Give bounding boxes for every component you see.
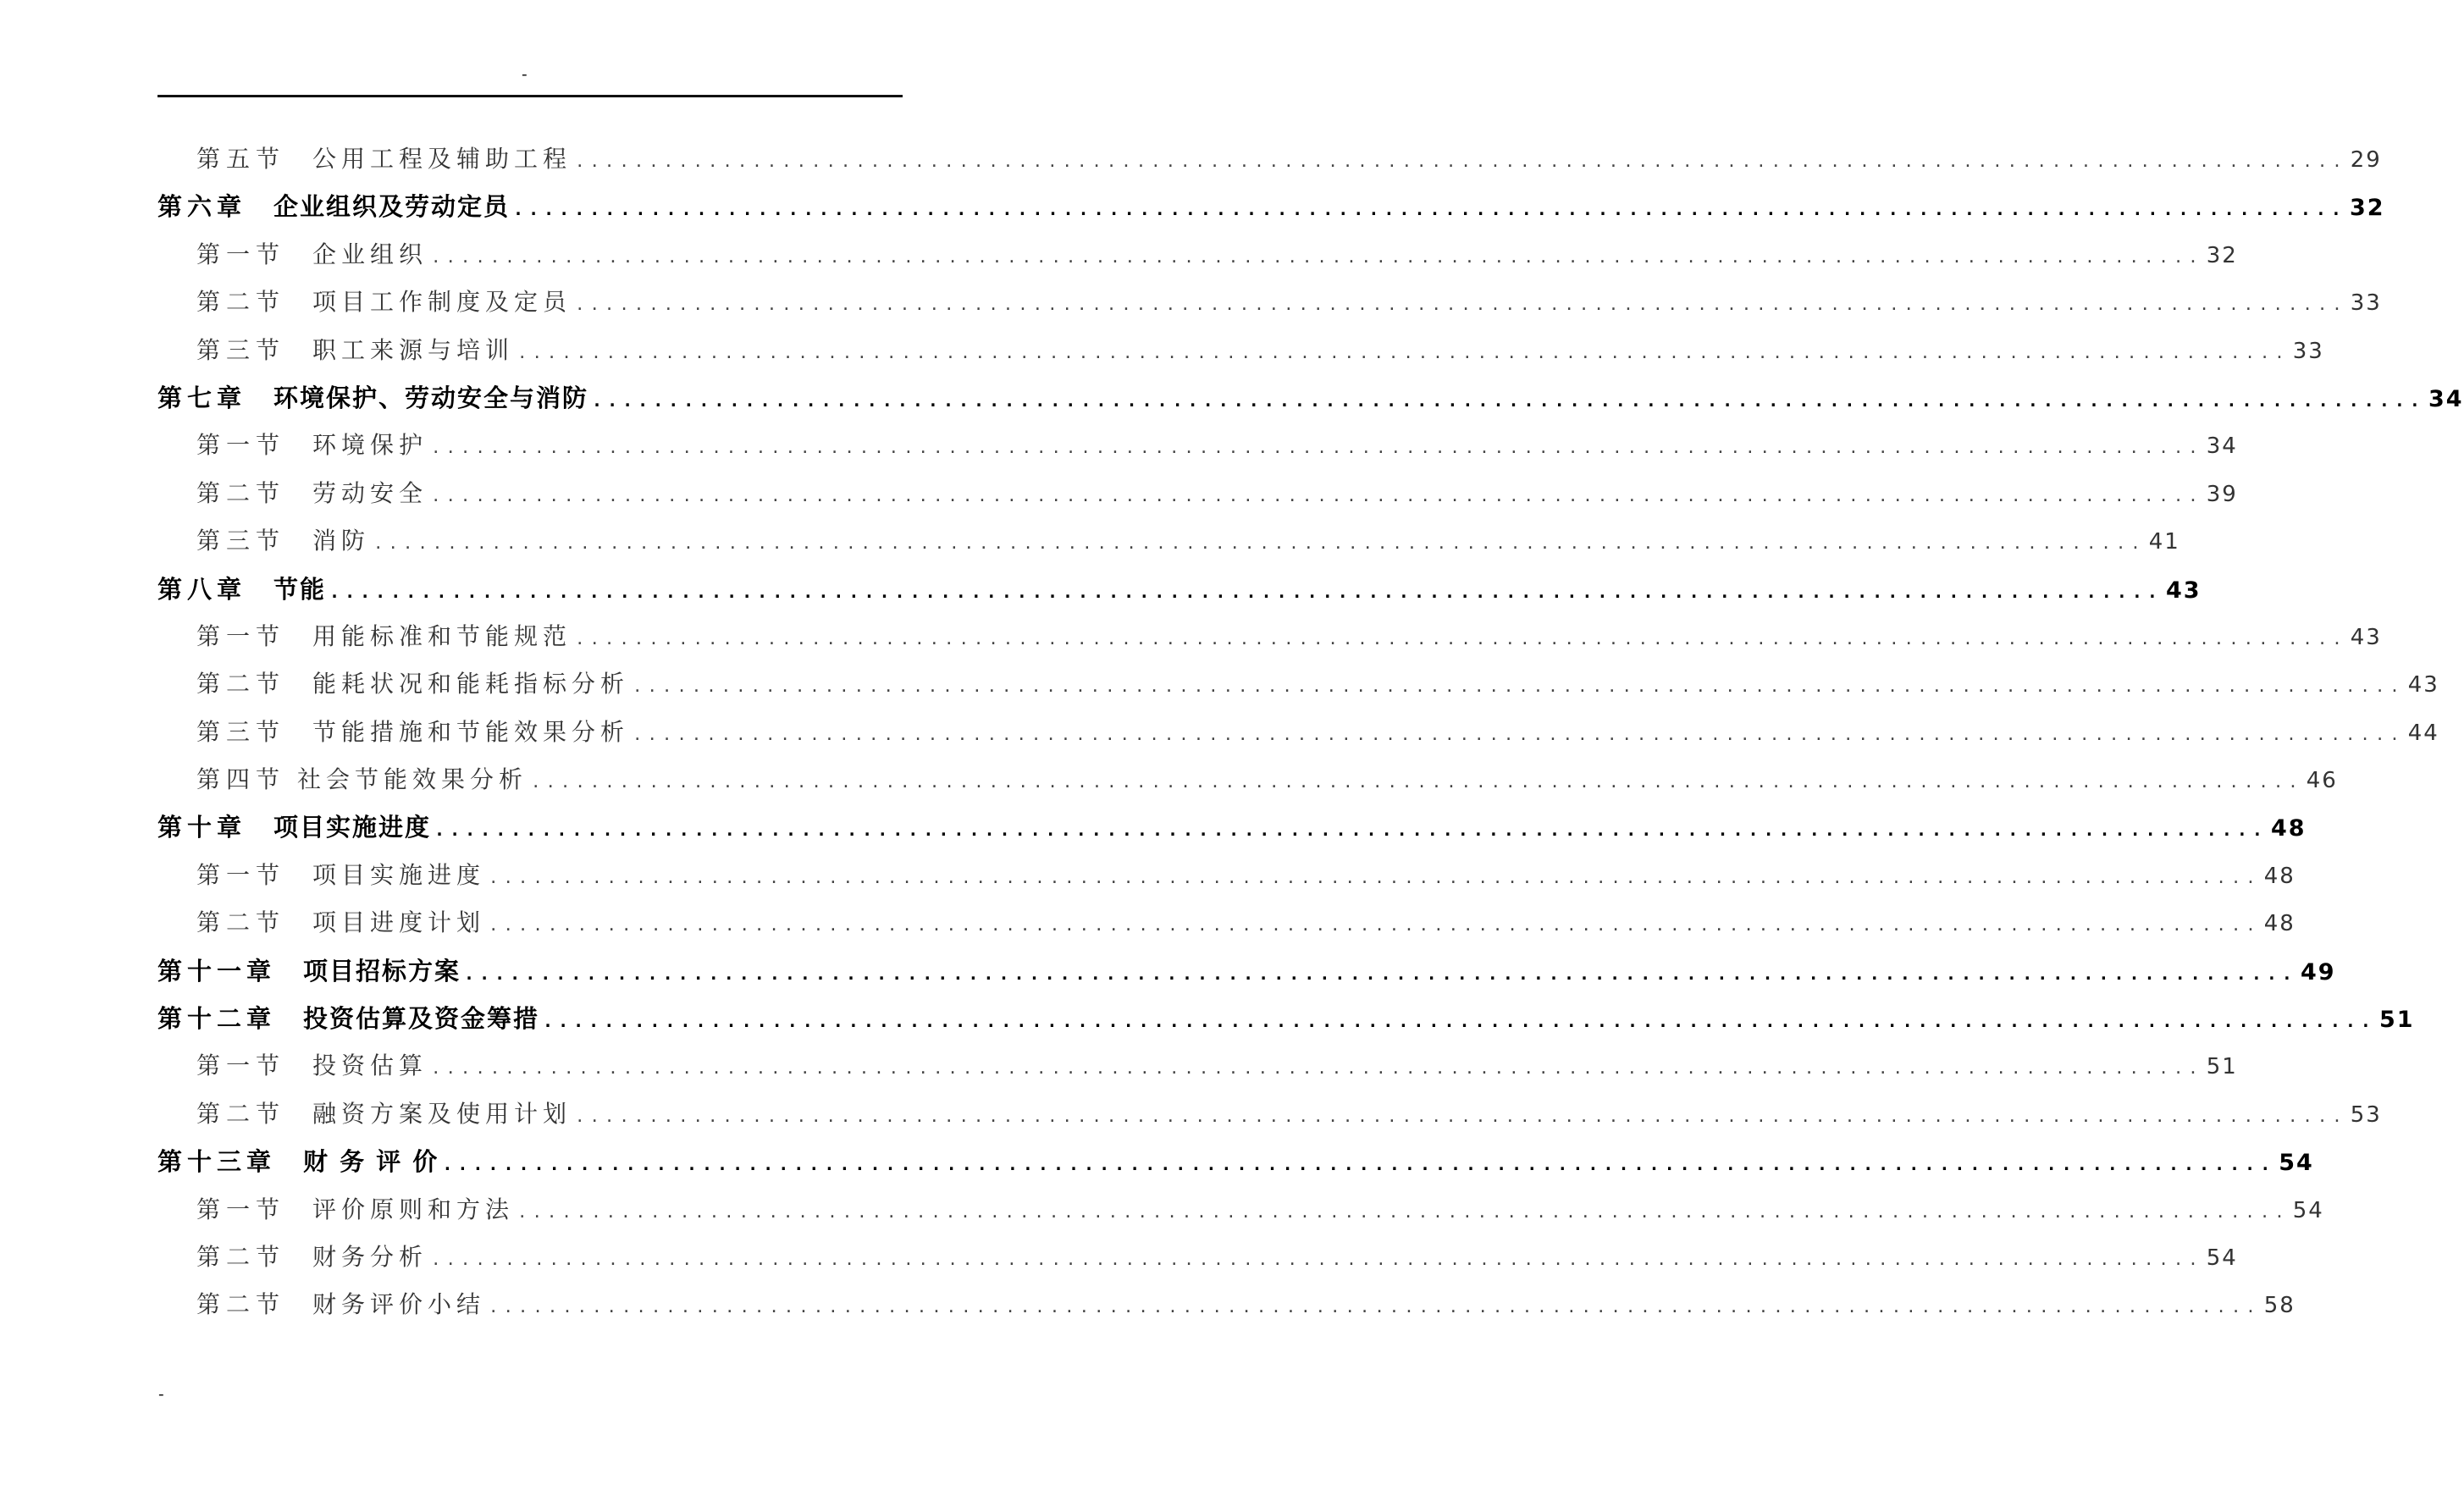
toc-chapter-entry[interactable] — [157, 179, 2385, 227]
toc-entry-label — [196, 857, 485, 891]
toc-dot-leader: ........................................................................................................................ — [575, 295, 2347, 315]
toc-page-number: 48 — [2263, 911, 2295, 937]
toc-page-number: 58 — [2263, 1293, 2295, 1319]
toc-page-number: 44 — [2407, 720, 2439, 746]
toc-entry-title: 能耗状况和能耗指标分析 — [312, 670, 630, 698]
toc-section-entry[interactable] — [157, 848, 2295, 896]
toc-page-number: 51 — [2378, 1007, 2415, 1034]
toc-dot-leader: ........................................................................................................................ — [517, 1202, 2290, 1222]
toc-entry-number: 第七章 — [157, 383, 247, 412]
toc-page-number: 39 — [2206, 481, 2238, 507]
toc-entry-title: 融资方案及使用计划 — [312, 1099, 572, 1128]
toc-section-entry[interactable] — [157, 1230, 2238, 1278]
toc-dot-leader: ........................................................................................................................ — [531, 773, 2303, 792]
toc-entry-title: 企业组织 — [312, 240, 428, 268]
toc-entry-number: 第二节 — [196, 1242, 286, 1271]
toc-entry-number: 第二节 — [196, 288, 286, 317]
toc-entry-label — [157, 952, 461, 987]
toc-entry-number: 第四节 — [196, 765, 286, 794]
toc-section-entry[interactable] — [157, 705, 2439, 753]
toc-dot-leader: ........................................................................................................................ — [575, 1107, 2347, 1126]
toc-entry-title: 环境保护、劳动安全与消防 — [273, 383, 589, 412]
toc-entry-number: 第二节 — [196, 1099, 286, 1128]
toc-dot-leader: ........................................................................................................................ — [592, 389, 2425, 411]
toc-section-entry[interactable] — [157, 323, 2324, 371]
toc-entry-title: 项目工作制度及定员 — [312, 288, 572, 317]
toc-section-entry[interactable] — [157, 466, 2238, 514]
toc-dot-leader: ........................................................................................................................ — [431, 486, 2203, 505]
toc-entry-label — [196, 236, 428, 270]
toc-dot-leader: ........................................................................................................................ — [489, 916, 2261, 936]
toc-entry-label — [196, 761, 528, 795]
toc-entry-title: 企业组织及劳动定员 — [273, 192, 511, 222]
toc-entry-label — [157, 1000, 539, 1035]
toc-section-entry[interactable] — [157, 514, 2180, 561]
toc-entry-label — [196, 1191, 514, 1225]
toc-entry-label — [157, 379, 588, 414]
toc-page-number: 34 — [2428, 385, 2464, 412]
toc-section-entry[interactable] — [157, 418, 2238, 466]
toc-dot-leader: ........................................................................................................................ — [543, 1011, 2376, 1032]
toc-entry-title: 环境保护 — [312, 431, 428, 460]
toc-chapter-entry[interactable] — [157, 562, 2202, 610]
toc-chapter-entry[interactable] — [157, 944, 2336, 991]
toc-section-entry[interactable] — [157, 610, 2382, 657]
toc-dot-leader: ........................................................................................................................ — [489, 868, 2261, 887]
page-footer-mark: - — [158, 1385, 164, 1404]
toc-page-number: 54 — [2279, 1150, 2314, 1177]
toc-chapter-entry[interactable] — [157, 371, 2464, 418]
toc-entry-number: 第一节 — [196, 1052, 286, 1080]
toc-entry-number: 第一节 — [196, 621, 286, 650]
toc-page-number: 43 — [2407, 672, 2439, 698]
header-rule — [157, 95, 903, 97]
toc-section-entry[interactable] — [157, 228, 2238, 275]
toc-dot-leader: ........................................................................................................................ — [464, 963, 2297, 984]
toc-entry-title: 职工来源与培训 — [312, 335, 515, 364]
page-header-mark: - — [522, 65, 528, 84]
toc-dot-leader: ........................................................................................................................ — [575, 152, 2347, 171]
toc-entry-label — [196, 1239, 428, 1272]
toc-entry-number: 第二节 — [196, 1290, 286, 1319]
toc-entry-number: 第一节 — [196, 431, 286, 460]
toc-page-number: 33 — [2292, 338, 2324, 364]
toc-entry-label — [196, 332, 514, 366]
toc-entry-title: 劳动安全 — [312, 478, 428, 507]
toc-page-number: 33 — [2350, 290, 2382, 317]
toc-section-entry[interactable] — [157, 1278, 2295, 1325]
toc-entry-title: 公用工程及辅助工程 — [312, 145, 572, 173]
toc-entry-label — [157, 1143, 439, 1178]
toc-entry-label — [196, 475, 428, 509]
toc-page-number: 32 — [2206, 242, 2238, 268]
toc-page-number: 48 — [2263, 863, 2295, 889]
table-of-contents — [157, 132, 2464, 1326]
toc-entry-number: 第二节 — [196, 478, 286, 507]
toc-dot-leader: ........................................................................................................................ — [431, 1250, 2203, 1269]
toc-entry-title: 评价原则和方法 — [312, 1195, 515, 1223]
toc-page-number: 53 — [2350, 1101, 2382, 1128]
toc-dot-leader: ........................................................................................................................ — [633, 725, 2405, 744]
toc-entry-label — [196, 141, 572, 174]
toc-section-entry[interactable] — [157, 657, 2439, 704]
toc-page-number: 49 — [2300, 958, 2336, 985]
toc-entry-title: 财务分析 — [312, 1242, 428, 1271]
toc-entry-title: 项目实施进度 — [273, 813, 432, 842]
toc-dot-leader: ........................................................................................................................ — [489, 1298, 2261, 1317]
toc-dot-leader: ........................................................................................................................ — [431, 247, 2203, 267]
toc-entry-label — [196, 714, 629, 748]
toc-entry-title: 财务评价小结 — [312, 1290, 486, 1319]
toc-dot-leader: ........................................................................................................................ — [575, 629, 2347, 649]
toc-entry-number: 第五节 — [196, 145, 286, 173]
toc-entry-title: 项目进度计划 — [312, 908, 486, 937]
toc-section-entry[interactable] — [157, 132, 2382, 179]
toc-entry-label — [157, 809, 431, 843]
toc-dot-leader: ........................................................................................................................ — [434, 820, 2268, 841]
toc-entry-label — [196, 522, 370, 556]
toc-entry-title: 项目实施进度 — [312, 860, 486, 889]
toc-section-entry[interactable] — [157, 896, 2295, 943]
toc-entry-label — [196, 618, 572, 652]
toc-entry-title: 节能措施和节能效果分析 — [312, 717, 630, 746]
toc-section-entry[interactable] — [157, 275, 2382, 323]
toc-entry-label — [157, 571, 326, 605]
toc-entry-label — [157, 188, 510, 223]
toc-entry-title: 用能标准和节能规范 — [312, 621, 572, 650]
toc-entry-title: 财 务 评 价 — [303, 1147, 439, 1177]
toc-page-number: 48 — [2270, 815, 2307, 842]
toc-entry-title: 投资估算及资金筹措 — [303, 1004, 540, 1034]
toc-entry-number: 第三节 — [196, 717, 286, 746]
toc-section-entry[interactable] — [157, 1183, 2324, 1230]
toc-page-number: 34 — [2206, 433, 2238, 460]
toc-entry-label — [196, 1286, 485, 1320]
toc-entry-number: 第八章 — [157, 574, 247, 604]
toc-dot-leader: ........................................................................................................................ — [431, 439, 2203, 458]
toc-entry-label — [196, 665, 629, 699]
toc-entry-number: 第三节 — [196, 335, 286, 364]
toc-chapter-entry[interactable] — [157, 800, 2307, 847]
toc-page-number: 51 — [2206, 1054, 2238, 1080]
toc-page-number: 43 — [2165, 577, 2202, 604]
toc-entry-number: 第一节 — [196, 860, 286, 889]
toc-entry-number: 第二节 — [196, 908, 286, 937]
toc-dot-leader: ........................................................................................................................ — [329, 581, 2163, 602]
toc-dot-leader: ........................................................................................................................ — [442, 1154, 2276, 1175]
toc-entry-label — [196, 904, 485, 938]
toc-entry-number: 第十二章 — [157, 1004, 277, 1034]
toc-entry-number: 第三节 — [196, 527, 286, 555]
toc-section-entry[interactable] — [157, 1087, 2382, 1134]
toc-entry-number: 第一节 — [196, 240, 286, 268]
toc-entry-title: 节能 — [273, 574, 327, 604]
toc-page-number: 43 — [2350, 624, 2382, 650]
toc-dot-leader: ........................................................................................................................ — [633, 677, 2405, 697]
toc-entry-number: 第十三章 — [157, 1147, 277, 1177]
toc-page-number: 54 — [2292, 1197, 2324, 1223]
toc-dot-leader: ........................................................................................................................ — [513, 199, 2346, 220]
toc-entry-label — [196, 427, 428, 461]
toc-entry-number: 第十章 — [157, 813, 247, 842]
toc-dot-leader: ........................................................................................................................ — [517, 343, 2290, 362]
toc-page-number: 32 — [2349, 195, 2385, 222]
toc-entry-label — [196, 1047, 428, 1081]
toc-page-number: 46 — [2306, 768, 2338, 794]
toc-section-entry[interactable] — [157, 1039, 2238, 1086]
toc-page-number: 29 — [2350, 147, 2382, 173]
toc-dot-leader: ........................................................................................................................ — [373, 534, 2146, 554]
toc-entry-number: 第一节 — [196, 1195, 286, 1223]
toc-page-number: 54 — [2206, 1245, 2238, 1271]
toc-entry-label — [196, 1096, 572, 1129]
toc-entry-number: 第六章 — [157, 192, 247, 222]
toc-dot-leader: ........................................................................................................................ — [431, 1059, 2203, 1079]
toc-entry-number: 第二节 — [196, 670, 286, 698]
toc-entry-title: 消防 — [312, 527, 371, 555]
toc-section-entry[interactable] — [157, 753, 2338, 800]
toc-page-number: 41 — [2148, 529, 2180, 555]
toc-entry-number: 第十一章 — [157, 956, 277, 985]
toc-entry-title: 社会节能效果分析 — [297, 765, 528, 794]
toc-entry-label — [196, 284, 572, 317]
toc-entry-title: 项目招标方案 — [303, 956, 461, 985]
toc-entry-title: 投资估算 — [312, 1052, 428, 1080]
toc-chapter-entry[interactable] — [157, 1134, 2314, 1182]
toc-chapter-entry[interactable] — [157, 991, 2415, 1039]
